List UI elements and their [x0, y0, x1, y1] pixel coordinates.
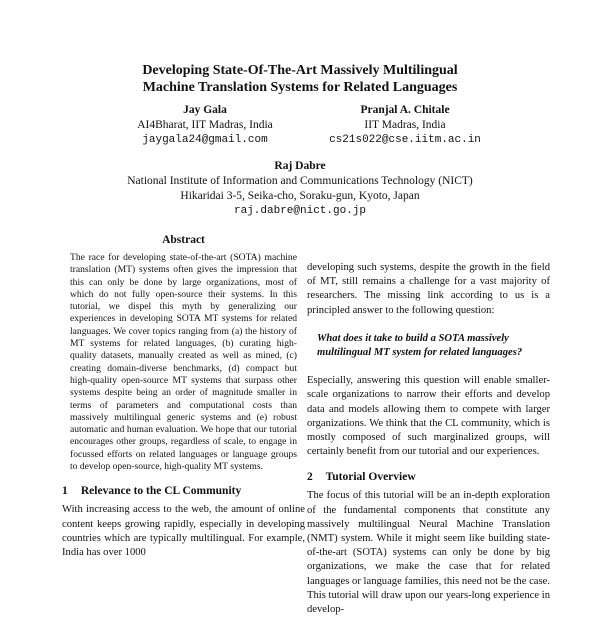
section-title: Tutorial Overview	[325, 471, 416, 484]
author-email: raj.dabre@nict.go.jp	[233, 205, 367, 217]
author-email: jaygala24@gmail.com	[142, 134, 268, 146]
section-2-text: The focus of this tutorial will be an in-depth exploration of the fundamental components that constitute any massively multilingual Neural Machine Translation (NMT) system. While it might seem like building state-of-the-art (SOTA) systems can only be done by big organizations, we make the case that for related languages or language families, this need not be the case. This tutorial will draw upon our years-long experience in develop-	[307, 490, 550, 616]
author-affiliation-line-1: National Institute of Information and Communications Technology (NICT)	[127, 175, 473, 187]
abstract-heading: Abstract	[162, 234, 205, 246]
research-question: What does it take to build a SOTA massively multilingual MT system for related languages?	[317, 332, 523, 359]
section-number: 1	[62, 485, 68, 498]
right-column	[307, 261, 550, 617]
author-affiliation: AI4Bharat, IIT Madras, India	[137, 119, 273, 131]
paper-title	[80, 62, 520, 96]
author-affiliation: IIT Madras, India	[364, 119, 446, 131]
author-name: Raj Dabre	[274, 160, 326, 172]
author-block-2	[300, 103, 510, 148]
author-name: Jay Gala	[183, 104, 227, 116]
section-2-heading	[307, 471, 550, 483]
author-email: cs21s022@cse.iitm.ac.in	[329, 134, 481, 146]
author-affiliation-line-2: Hikaridai 3-5, Seika-cho, Soraku-gun, Kyoto, Japan	[180, 190, 420, 202]
title-line-1: Developing State-Of-The-Art Massively Multilingual	[142, 63, 458, 78]
section-title: Relevance to the CL Community	[80, 485, 242, 498]
author-block-3	[80, 159, 520, 219]
left-column	[62, 234, 305, 560]
author-name: Pranjal A. Chitale	[360, 104, 450, 116]
author-block-1	[110, 103, 300, 148]
abstract-text: The race for developing state-of-the-art (SOTA) machine translation (MT) systems often gives the impression that this can only be done by large organizations, most of which do not fully open-source their systems. In this tutorial, we dispel this myth by generalizing our experiences in developing SOTA MT systems for related languages. We cover topics ranging from (a) the history of MT systems for related languages, (b) curating high-quality datasets, manually created as well as mined, (c) creating domain-diverse benchmarks, (d) compact but high-quality open-source MT systems that surpass other systems despite being an order of magnitude smaller in terms of parameters and computational costs than massively multilingual generic systems and (e) robust automatic and human evaluation. We hope that our tutorial encourages other groups, regardless of scale, to engage in focussed efforts on related languages or language groups to develop open-source, high-quality MT systems.	[70, 252, 297, 473]
continuation-paragraph: developing such systems, despite the growth in the field of MT, still remains a challenge for a vast majority of researchers. The missing link according to us is a principled answer to the following question:	[307, 262, 550, 316]
section-number: 2	[307, 471, 313, 484]
answer-paragraph: Especially, answering this question will enable smaller-scale organizations to narrow their efforts and develop data and models allowing them to compete with larger organizations. We think that the CL community, which is mostly composed of such marginalized groups, will certainly benefit from our tutorial and our experiences.	[307, 375, 550, 458]
title-line-2: Machine Translation Systems for Related Languages	[142, 80, 458, 95]
section-1-heading	[62, 485, 305, 497]
section-1-text: With increasing access to the web, the amount of online content keeps growing rapidly, especially in developing countries which are typically multilingual. For example, India has over 1000	[62, 504, 305, 558]
